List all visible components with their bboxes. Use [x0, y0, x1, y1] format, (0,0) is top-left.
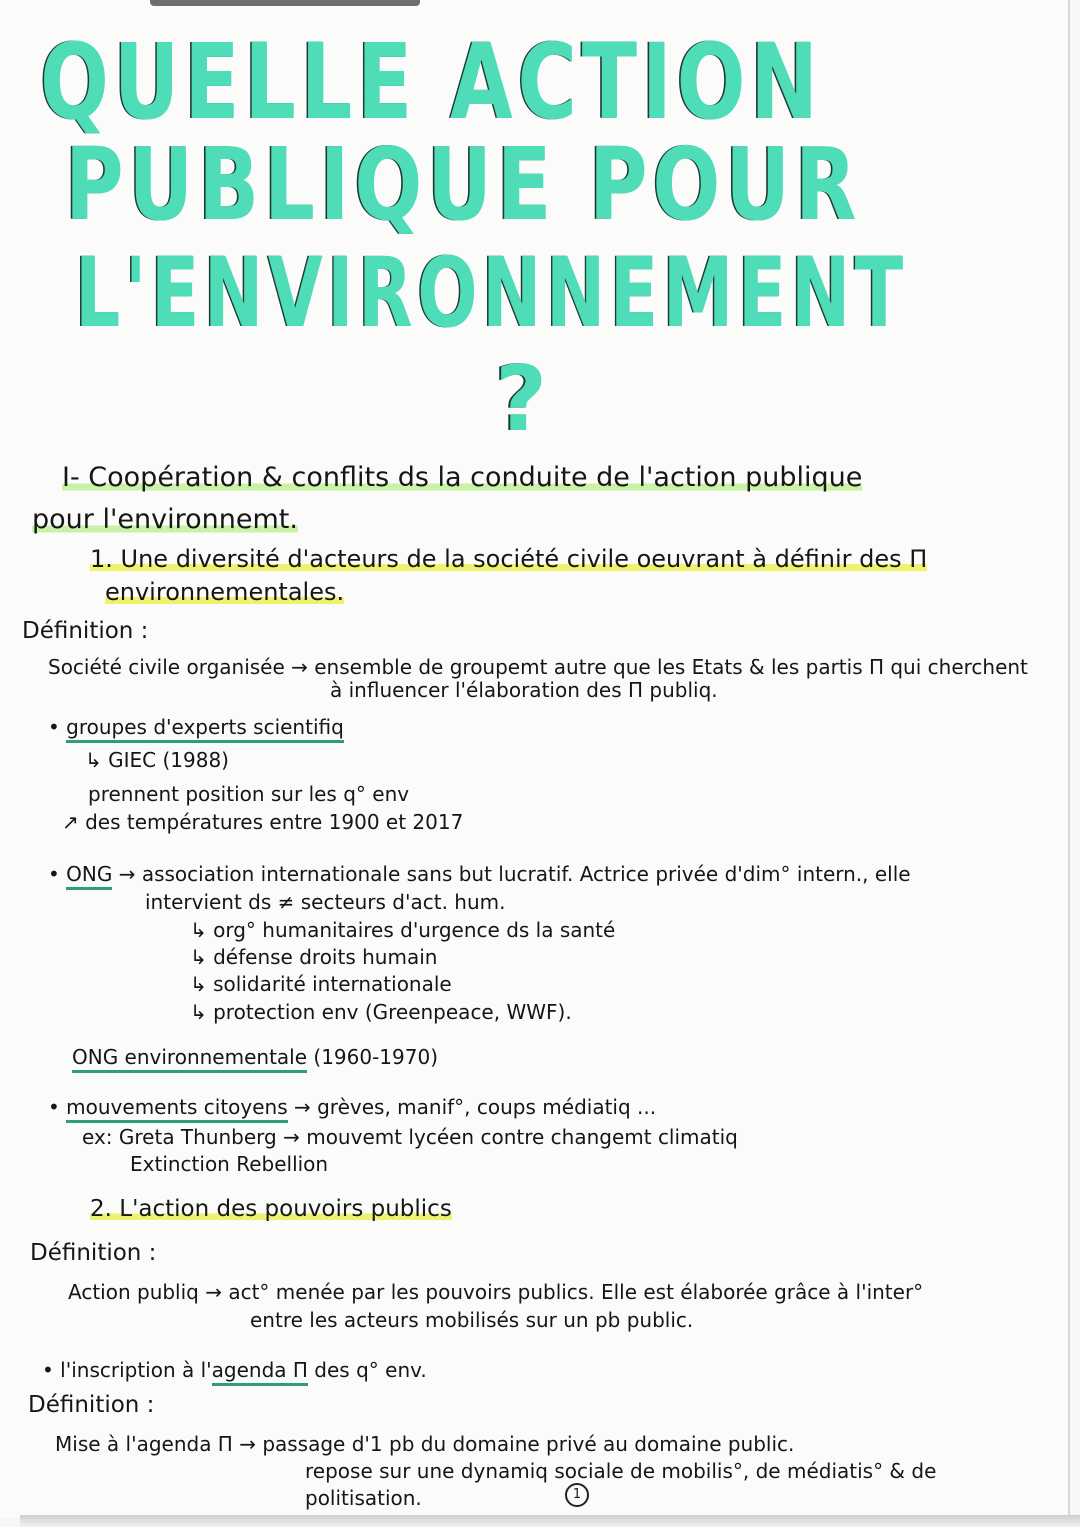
- binder-clip: [150, 0, 420, 6]
- experts-temperature: ↗ des températures entre 1900 et 2017: [62, 810, 464, 834]
- title-line-2: PUBLIQUE POUR: [65, 126, 862, 243]
- ong-environmental: [72, 1045, 438, 1069]
- bullet-mouvements: • mouvements citoyens → grèves, manif°, coups médiatiq ...: [48, 1095, 656, 1119]
- ong-env-label: ONG environnementale: [72, 1045, 307, 1073]
- bullet-ong: • ONG → association internationale sans but lucratif. Actrice privée d'dim° intern., elle: [48, 862, 911, 886]
- mouvements-desc: → grèves, manif°, coups médiatiq ...: [294, 1095, 657, 1119]
- ong-item: ↳ solidarité internationale: [190, 972, 452, 996]
- definition-2-text-cont: entre les acteurs mobilisés sur un pb public.: [250, 1308, 694, 1332]
- definition-text: Société civile organisée → ensemble de groupemt autre que les Etats & les partis Π qui cherchent: [48, 655, 1028, 679]
- section-heading-cont: pour l'environnemt.: [32, 504, 298, 535]
- mouvements-label: mouvements citoyens: [66, 1095, 287, 1123]
- title-line-1: QUELLE ACTION: [40, 21, 823, 143]
- agenda-bullet: • l'inscription à l'agenda Π des q° env.: [42, 1358, 427, 1382]
- definition-3-text: Mise à l'agenda Π → passage d'1 pb du domaine privé au domaine public.: [55, 1432, 795, 1456]
- definition-label: Définition :: [22, 618, 149, 644]
- agenda-label: agenda Π: [212, 1358, 308, 1386]
- definition-3-text-cont: repose sur une dynamiq sociale de mobilis°, de médiatis° & de: [305, 1459, 937, 1483]
- definition-3-text-end: politisation.: [305, 1486, 422, 1510]
- title-question-mark: ?: [495, 347, 554, 452]
- ong-definition-cont: intervient ds ≠ secteurs d'act. hum.: [145, 890, 506, 914]
- definition-label-3: Définition :: [28, 1392, 155, 1418]
- ong-env-dates: (1960-1970): [313, 1045, 439, 1069]
- ong-item: ↳ protection env (Greenpeace, WWF).: [190, 1000, 572, 1024]
- definition-2-text: Action publiq → act° menée par les pouvoirs publics. Elle est élaborée grâce à l'inter°: [68, 1280, 924, 1304]
- mouvements-example-cont: Extinction Rebellion: [130, 1152, 329, 1176]
- subsection-2-heading: 2. L'action des pouvoirs publics: [90, 1196, 452, 1222]
- subsection-1-heading-cont: environnementales.: [105, 578, 345, 606]
- definition-label-2: Définition :: [30, 1240, 157, 1266]
- page-edge-shadow: [20, 1515, 1080, 1527]
- ong-definition: → association internationale sans but lucratif. Actrice privée d'dim° intern., elle: [118, 862, 911, 886]
- subsection-1-heading: 1. Une diversité d'acteurs de la société civile oeuvrant à définir des Π: [90, 545, 928, 573]
- ong-label: ONG: [66, 862, 112, 890]
- ong-item: ↳ défense droits humain: [190, 945, 438, 969]
- section-heading: I- Coopération & conflits ds la conduite de l'action publique: [62, 462, 863, 493]
- experts-label: groupes d'experts scientifiq: [66, 715, 344, 743]
- title-line-3: L'ENVIRONNEMENT: [75, 237, 908, 349]
- definition-text-cont: à influencer l'élaboration des Π publiq.: [330, 678, 718, 702]
- ong-item: ↳ org° humanitaires d'urgence ds la santé: [190, 918, 616, 942]
- mouvements-example: ex: Greta Thunberg → mouvemt lycéen contre changemt climatiq: [82, 1125, 738, 1149]
- experts-giec: ↳ GIEC (1988): [85, 748, 229, 772]
- experts-position: prennent position sur les q° env: [88, 782, 410, 806]
- bullet-experts: • groupes d'experts scientifiq: [48, 715, 344, 739]
- page-number: 1: [565, 1483, 589, 1507]
